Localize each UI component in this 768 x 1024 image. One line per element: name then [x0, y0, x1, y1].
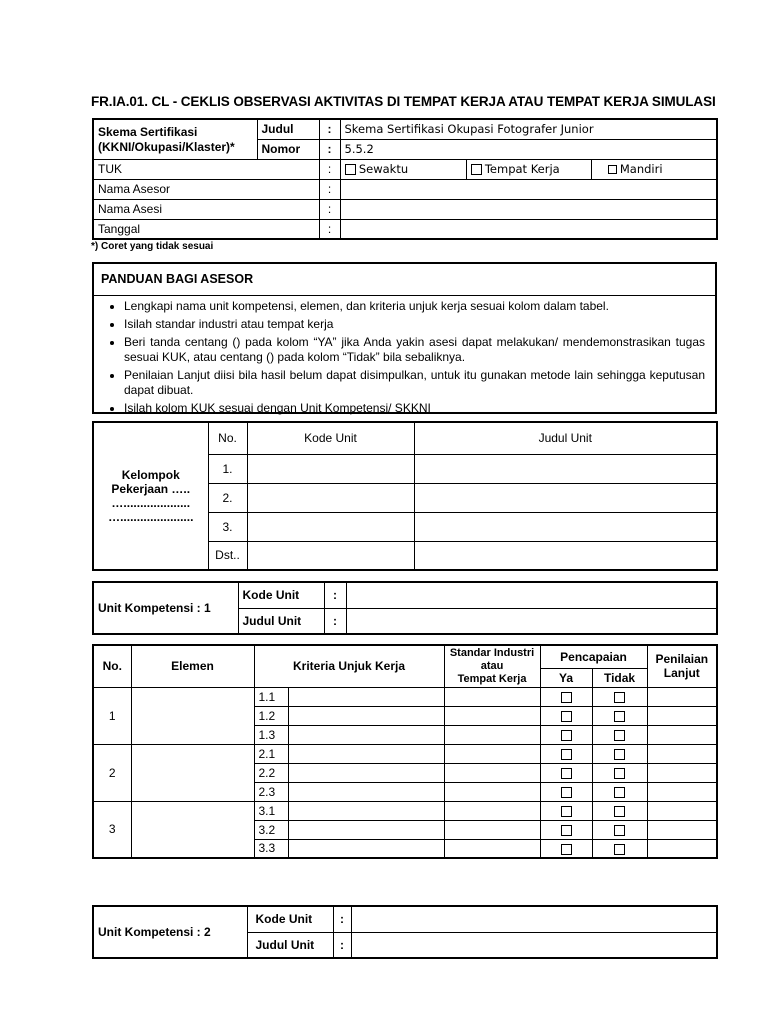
checkbox-tidak[interactable]: [614, 844, 625, 855]
unit-2-judul-field[interactable]: [351, 932, 717, 958]
checkbox-tidak[interactable]: [614, 825, 625, 836]
checkbox-tidak[interactable]: [614, 768, 625, 779]
judul-unit-cell[interactable]: [414, 541, 717, 570]
penilaian-cell[interactable]: [647, 706, 717, 725]
guide-item: • Beri tanda centang () pada kolom “YA” jika Anda yakin asesi dapat melakukan/ mendemonstrasikan tugas sesuai KUK, atau centang () pada kolom “Tidak” bila sebaliknya.: [124, 335, 705, 365]
unit-1-kode-field[interactable]: [346, 582, 717, 608]
col-no: No.: [93, 645, 131, 687]
col-ya: Ya: [540, 668, 592, 687]
penilaian-cell[interactable]: [647, 763, 717, 782]
kuk-no: 1.1: [254, 687, 288, 706]
kuk-cell[interactable]: [288, 839, 444, 858]
kode-unit-cell[interactable]: [247, 541, 414, 570]
standar-cell[interactable]: [444, 687, 540, 706]
kuk-cell[interactable]: [288, 801, 444, 820]
element-cell[interactable]: [131, 801, 254, 858]
group-row-no: 1.: [208, 454, 247, 483]
element-cell[interactable]: [131, 744, 254, 801]
standar-cell[interactable]: [444, 706, 540, 725]
skema-label: Skema Sertifikasi (KKNI/Okupasi/Klaster)*: [93, 119, 257, 159]
guide-item: • Isilah standar industri atau tempat kerja: [124, 317, 705, 332]
checkbox-icon[interactable]: [471, 164, 482, 175]
col-no: No.: [208, 422, 247, 454]
colon: :: [324, 582, 346, 608]
unit-2-kode-field[interactable]: [351, 906, 717, 932]
standar-cell[interactable]: [444, 763, 540, 782]
guide-item: • Penilaian Lanjut diisi bila hasil belum dapat disimpulkan, untuk itu gunakan metode lain sehingga keputusan dapat dibuat.: [124, 368, 705, 398]
standar-cell[interactable]: [444, 839, 540, 858]
tuk-option-mandiri[interactable]: Mandiri: [591, 159, 717, 179]
standar-cell[interactable]: [444, 820, 540, 839]
colon: :: [319, 219, 340, 239]
checkbox-tidak[interactable]: [614, 730, 625, 741]
checkbox-tidak[interactable]: [614, 749, 625, 760]
judul-unit-cell[interactable]: [414, 483, 717, 512]
penilaian-cell[interactable]: [647, 801, 717, 820]
element-no: 2: [93, 744, 131, 801]
kuk-no: 3.3: [254, 839, 288, 858]
penilaian-cell[interactable]: [647, 725, 717, 744]
checkbox-ya[interactable]: [561, 711, 572, 722]
standar-cell[interactable]: [444, 801, 540, 820]
kuk-no: 2.2: [254, 763, 288, 782]
kuk-cell[interactable]: [288, 744, 444, 763]
standar-cell[interactable]: [444, 744, 540, 763]
checkbox-tidak[interactable]: [614, 692, 625, 703]
criteria-table: [92, 644, 718, 859]
form-title: FR.IA.01. CL - CEKLIS OBSERVASI AKTIVITAS DI TEMPAT KERJA ATAU TEMPAT KERJA SIMULASI: [91, 94, 716, 109]
header-table: [92, 118, 718, 240]
standar-cell[interactable]: [444, 782, 540, 801]
element-no: 1: [93, 687, 131, 744]
nama-asesi-field[interactable]: [340, 199, 717, 219]
kode-unit-label: Kode Unit: [247, 906, 333, 932]
judul-unit-cell[interactable]: [414, 512, 717, 541]
colon: :: [319, 119, 340, 139]
checkbox-tidak[interactable]: [614, 787, 625, 798]
element-no: 3: [93, 801, 131, 858]
kuk-no: 1.2: [254, 706, 288, 725]
kuk-no: 2.1: [254, 744, 288, 763]
group-row-no: Dst..: [208, 541, 247, 570]
kuk-cell[interactable]: [288, 782, 444, 801]
checkbox-ya[interactable]: [561, 825, 572, 836]
nama-asesi-label: Nama Asesi: [93, 199, 319, 219]
standar-cell[interactable]: [444, 725, 540, 744]
kuk-cell[interactable]: [288, 820, 444, 839]
kuk-no: 2.3: [254, 782, 288, 801]
nama-asesor-label: Nama Asesor: [93, 179, 319, 199]
penilaian-cell[interactable]: [647, 782, 717, 801]
footnote: *) Coret yang tidak sesuai: [91, 241, 214, 252]
tanggal-field[interactable]: [340, 219, 717, 239]
kuk-cell[interactable]: [288, 687, 444, 706]
unit-1-judul-field[interactable]: [346, 608, 717, 634]
kode-unit-cell[interactable]: [247, 454, 414, 483]
kode-unit-cell[interactable]: [247, 483, 414, 512]
kode-unit-label: Kode Unit: [238, 582, 324, 608]
checkbox-ya[interactable]: [561, 844, 572, 855]
guide-item: • Isilah kolom KUK sesuai dengan Unit Kompetensi/ SKKNI: [124, 401, 705, 416]
guide-title: PANDUAN BAGI ASESOR: [94, 264, 715, 296]
tanggal-label: Tanggal: [93, 219, 319, 239]
col-penilaian: Penilaian Lanjut: [647, 645, 717, 687]
unit-2-label: Unit Kompetensi : 2: [93, 906, 247, 958]
checkbox-ya[interactable]: [561, 749, 572, 760]
checkbox-tidak[interactable]: [614, 711, 625, 722]
judul-label: Judul: [257, 119, 319, 139]
col-kuk: Kriteria Unjuk Kerja: [254, 645, 444, 687]
kuk-no: 3.1: [254, 801, 288, 820]
checkbox-icon[interactable]: [608, 165, 617, 174]
tuk-label: TUK: [93, 159, 319, 179]
penilaian-cell[interactable]: [647, 839, 717, 858]
kuk-no: 1.3: [254, 725, 288, 744]
checkbox-ya[interactable]: [561, 730, 572, 741]
guide-list: [94, 296, 715, 416]
tuk-option-tempat-kerja[interactable]: Tempat Kerja: [466, 159, 591, 179]
col-kode-unit: Kode Unit: [247, 422, 414, 454]
judul-unit-label: Judul Unit: [247, 932, 333, 958]
col-elemen: Elemen: [131, 645, 254, 687]
colon: :: [319, 139, 340, 159]
colon: :: [333, 906, 351, 932]
unit-2-table: [92, 905, 718, 959]
col-tidak: Tidak: [592, 668, 647, 687]
kuk-cell[interactable]: [288, 763, 444, 782]
col-standar: Standar Industri atau Tempat Kerja: [444, 645, 540, 687]
group-row-no: 3.: [208, 512, 247, 541]
group-label: Kelompok Pekerjaan ….. ….................... …......................: [93, 422, 208, 570]
judul-value[interactable]: Skema Sertifikasi Okupasi Fotografer Junior: [340, 119, 717, 139]
kuk-cell[interactable]: [288, 706, 444, 725]
checkbox-ya[interactable]: [561, 692, 572, 703]
col-pencapaian: Pencapaian: [540, 645, 647, 668]
checkbox-ya[interactable]: [561, 787, 572, 798]
nomor-value[interactable]: 5.5.2: [340, 139, 717, 159]
colon: :: [319, 199, 340, 219]
colon: :: [324, 608, 346, 634]
guide-box: [92, 262, 717, 414]
nama-asesor-field[interactable]: [340, 179, 717, 199]
group-row-no: 2.: [208, 483, 247, 512]
judul-unit-label: Judul Unit: [238, 608, 324, 634]
unit-1-label: Unit Kompetensi : 1: [93, 582, 238, 634]
penilaian-cell[interactable]: [647, 820, 717, 839]
judul-unit-cell[interactable]: [414, 454, 717, 483]
element-cell[interactable]: [131, 687, 254, 744]
colon: :: [333, 932, 351, 958]
group-table: [92, 421, 718, 571]
kode-unit-cell[interactable]: [247, 512, 414, 541]
nomor-label: Nomor: [257, 139, 319, 159]
kuk-cell[interactable]: [288, 725, 444, 744]
colon: :: [319, 179, 340, 199]
kuk-no: 3.2: [254, 820, 288, 839]
checkbox-ya[interactable]: [561, 806, 572, 817]
tuk-option-sewaktu[interactable]: Sewaktu: [340, 159, 466, 179]
checkbox-tidak[interactable]: [614, 806, 625, 817]
checkbox-ya[interactable]: [561, 768, 572, 779]
colon: :: [319, 159, 340, 179]
unit-1-table: [92, 581, 718, 635]
col-judul-unit: Judul Unit: [414, 422, 717, 454]
penilaian-cell[interactable]: [647, 744, 717, 763]
penilaian-cell[interactable]: [647, 687, 717, 706]
checkbox-icon[interactable]: [345, 164, 356, 175]
guide-item: • Lengkapi nama unit kompetensi, elemen, dan kriteria unjuk kerja sesuai kolom dalam tabel.: [124, 299, 705, 314]
